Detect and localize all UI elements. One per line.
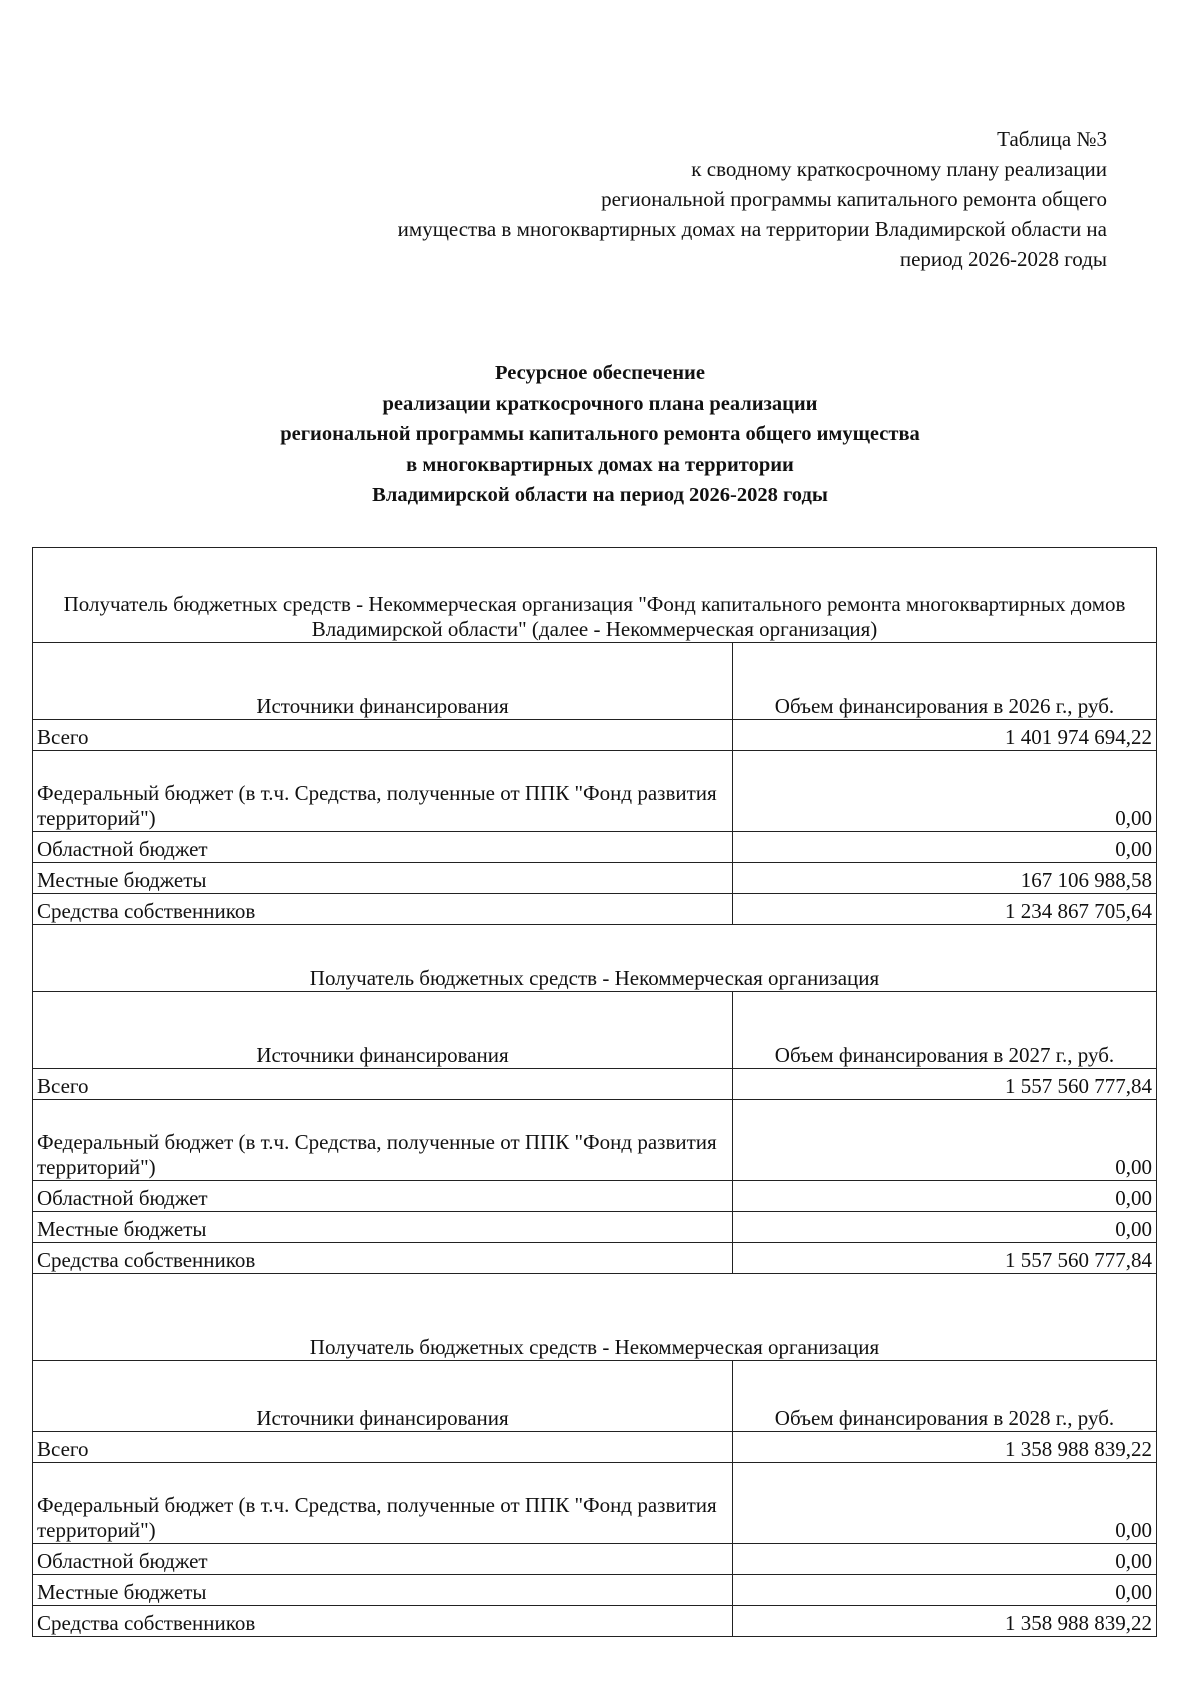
recipient-row bbox=[33, 548, 1157, 643]
title-line: Ресурсное обеспечение bbox=[495, 362, 705, 384]
amount-value: 1 234 867 705,64 bbox=[733, 894, 1157, 925]
recipient-cell: Получатель бюджетных средств - Некоммерческая организация "Фонд капитального ремонта многоквартирных домов Владимирской области" (далее - Некоммерческая организация) bbox=[33, 548, 1157, 643]
recipient-row bbox=[33, 925, 1157, 992]
table-row bbox=[33, 1069, 1157, 1100]
column-header-row bbox=[33, 1361, 1157, 1432]
source-column-header: Источники финансирования bbox=[33, 643, 733, 720]
source-label: Всего bbox=[33, 720, 733, 751]
recipient-row bbox=[33, 1274, 1157, 1361]
source-label: Федеральный бюджет (в т.ч. Средства, полученные от ППК "Фонд развития территорий") bbox=[33, 1463, 733, 1544]
table-row bbox=[33, 1212, 1157, 1243]
table-row bbox=[33, 1575, 1157, 1606]
source-label: Областной бюджет bbox=[33, 832, 733, 863]
amount-value: 167 106 988,58 bbox=[733, 863, 1157, 894]
funding-table bbox=[32, 547, 1157, 1637]
source-label: Средства собственников bbox=[33, 894, 733, 925]
source-label: Местные бюджеты bbox=[33, 863, 733, 894]
source-column-header: Источники финансирования bbox=[33, 1361, 733, 1432]
amount-value: 0,00 bbox=[733, 751, 1157, 832]
amount-column-header: Объем финансирования в 2026 г., руб. bbox=[733, 643, 1157, 720]
amount-value: 0,00 bbox=[733, 832, 1157, 863]
recipient-cell: Получатель бюджетных средств - Некоммерческая организация bbox=[33, 1274, 1157, 1361]
header-line: к сводному краткосрочному плану реализации bbox=[691, 157, 1107, 181]
table-row bbox=[33, 1432, 1157, 1463]
column-header-row bbox=[33, 643, 1157, 720]
amount-value: 0,00 bbox=[733, 1575, 1157, 1606]
source-label: Федеральный бюджет (в т.ч. Средства, полученные от ППК "Фонд развития территорий") bbox=[33, 751, 733, 832]
table-row bbox=[33, 751, 1157, 832]
header-line: период 2026-2028 годы bbox=[899, 247, 1107, 271]
table-row bbox=[33, 720, 1157, 751]
document-title bbox=[150, 358, 1050, 511]
header-line: региональной программы капитального ремонта общего bbox=[601, 187, 1107, 211]
amount-value: 0,00 bbox=[733, 1544, 1157, 1575]
source-label: Всего bbox=[33, 1432, 733, 1463]
source-label: Всего bbox=[33, 1069, 733, 1100]
amount-column-header: Объем финансирования в 2027 г., руб. bbox=[733, 992, 1157, 1069]
column-header-row bbox=[33, 992, 1157, 1069]
table-reference-note bbox=[207, 124, 1107, 274]
title-line: в многоквартирных домах на территории bbox=[406, 453, 794, 476]
source-label: Средства собственников bbox=[33, 1606, 733, 1637]
source-label: Областной бюджет bbox=[33, 1181, 733, 1212]
amount-column-header: Объем финансирования в 2028 г., руб. bbox=[733, 1361, 1157, 1432]
table-row bbox=[33, 1606, 1157, 1637]
amount-value: 1 557 560 777,84 bbox=[733, 1243, 1157, 1274]
title-line: региональной программы капитального ремонта общего имущества bbox=[280, 423, 920, 445]
table-row bbox=[33, 1463, 1157, 1544]
amount-value: 0,00 bbox=[733, 1463, 1157, 1544]
table-row bbox=[33, 1181, 1157, 1212]
table-row bbox=[33, 1544, 1157, 1575]
amount-value: 1 557 560 777,84 bbox=[733, 1069, 1157, 1100]
amount-value: 0,00 bbox=[733, 1212, 1157, 1243]
header-line: имущества в многоквартирных домах на территории Владимирской области на bbox=[397, 217, 1107, 241]
source-label: Местные бюджеты bbox=[33, 1575, 733, 1606]
source-label: Федеральный бюджет (в т.ч. Средства, полученные от ППК "Фонд развития территорий") bbox=[33, 1100, 733, 1181]
header-line: Таблица №3 bbox=[997, 127, 1107, 151]
amount-value: 0,00 bbox=[733, 1100, 1157, 1181]
table-row bbox=[33, 863, 1157, 894]
amount-value: 1 401 974 694,22 bbox=[733, 720, 1157, 751]
amount-value: 1 358 988 839,22 bbox=[733, 1606, 1157, 1637]
source-label: Местные бюджеты bbox=[33, 1212, 733, 1243]
title-line: Владимирской области на период 2026-2028 годы bbox=[372, 484, 828, 506]
table-row bbox=[33, 894, 1157, 925]
recipient-cell: Получатель бюджетных средств - Некоммерческая организация bbox=[33, 925, 1157, 992]
table-row bbox=[33, 1243, 1157, 1274]
table-row bbox=[33, 832, 1157, 863]
source-label: Средства собственников bbox=[33, 1243, 733, 1274]
amount-value: 0,00 bbox=[733, 1181, 1157, 1212]
table-row bbox=[33, 1100, 1157, 1181]
source-label: Областной бюджет bbox=[33, 1544, 733, 1575]
title-line: реализации краткосрочного плана реализации bbox=[382, 392, 818, 415]
source-column-header: Источники финансирования bbox=[33, 992, 733, 1069]
amount-value: 1 358 988 839,22 bbox=[733, 1432, 1157, 1463]
